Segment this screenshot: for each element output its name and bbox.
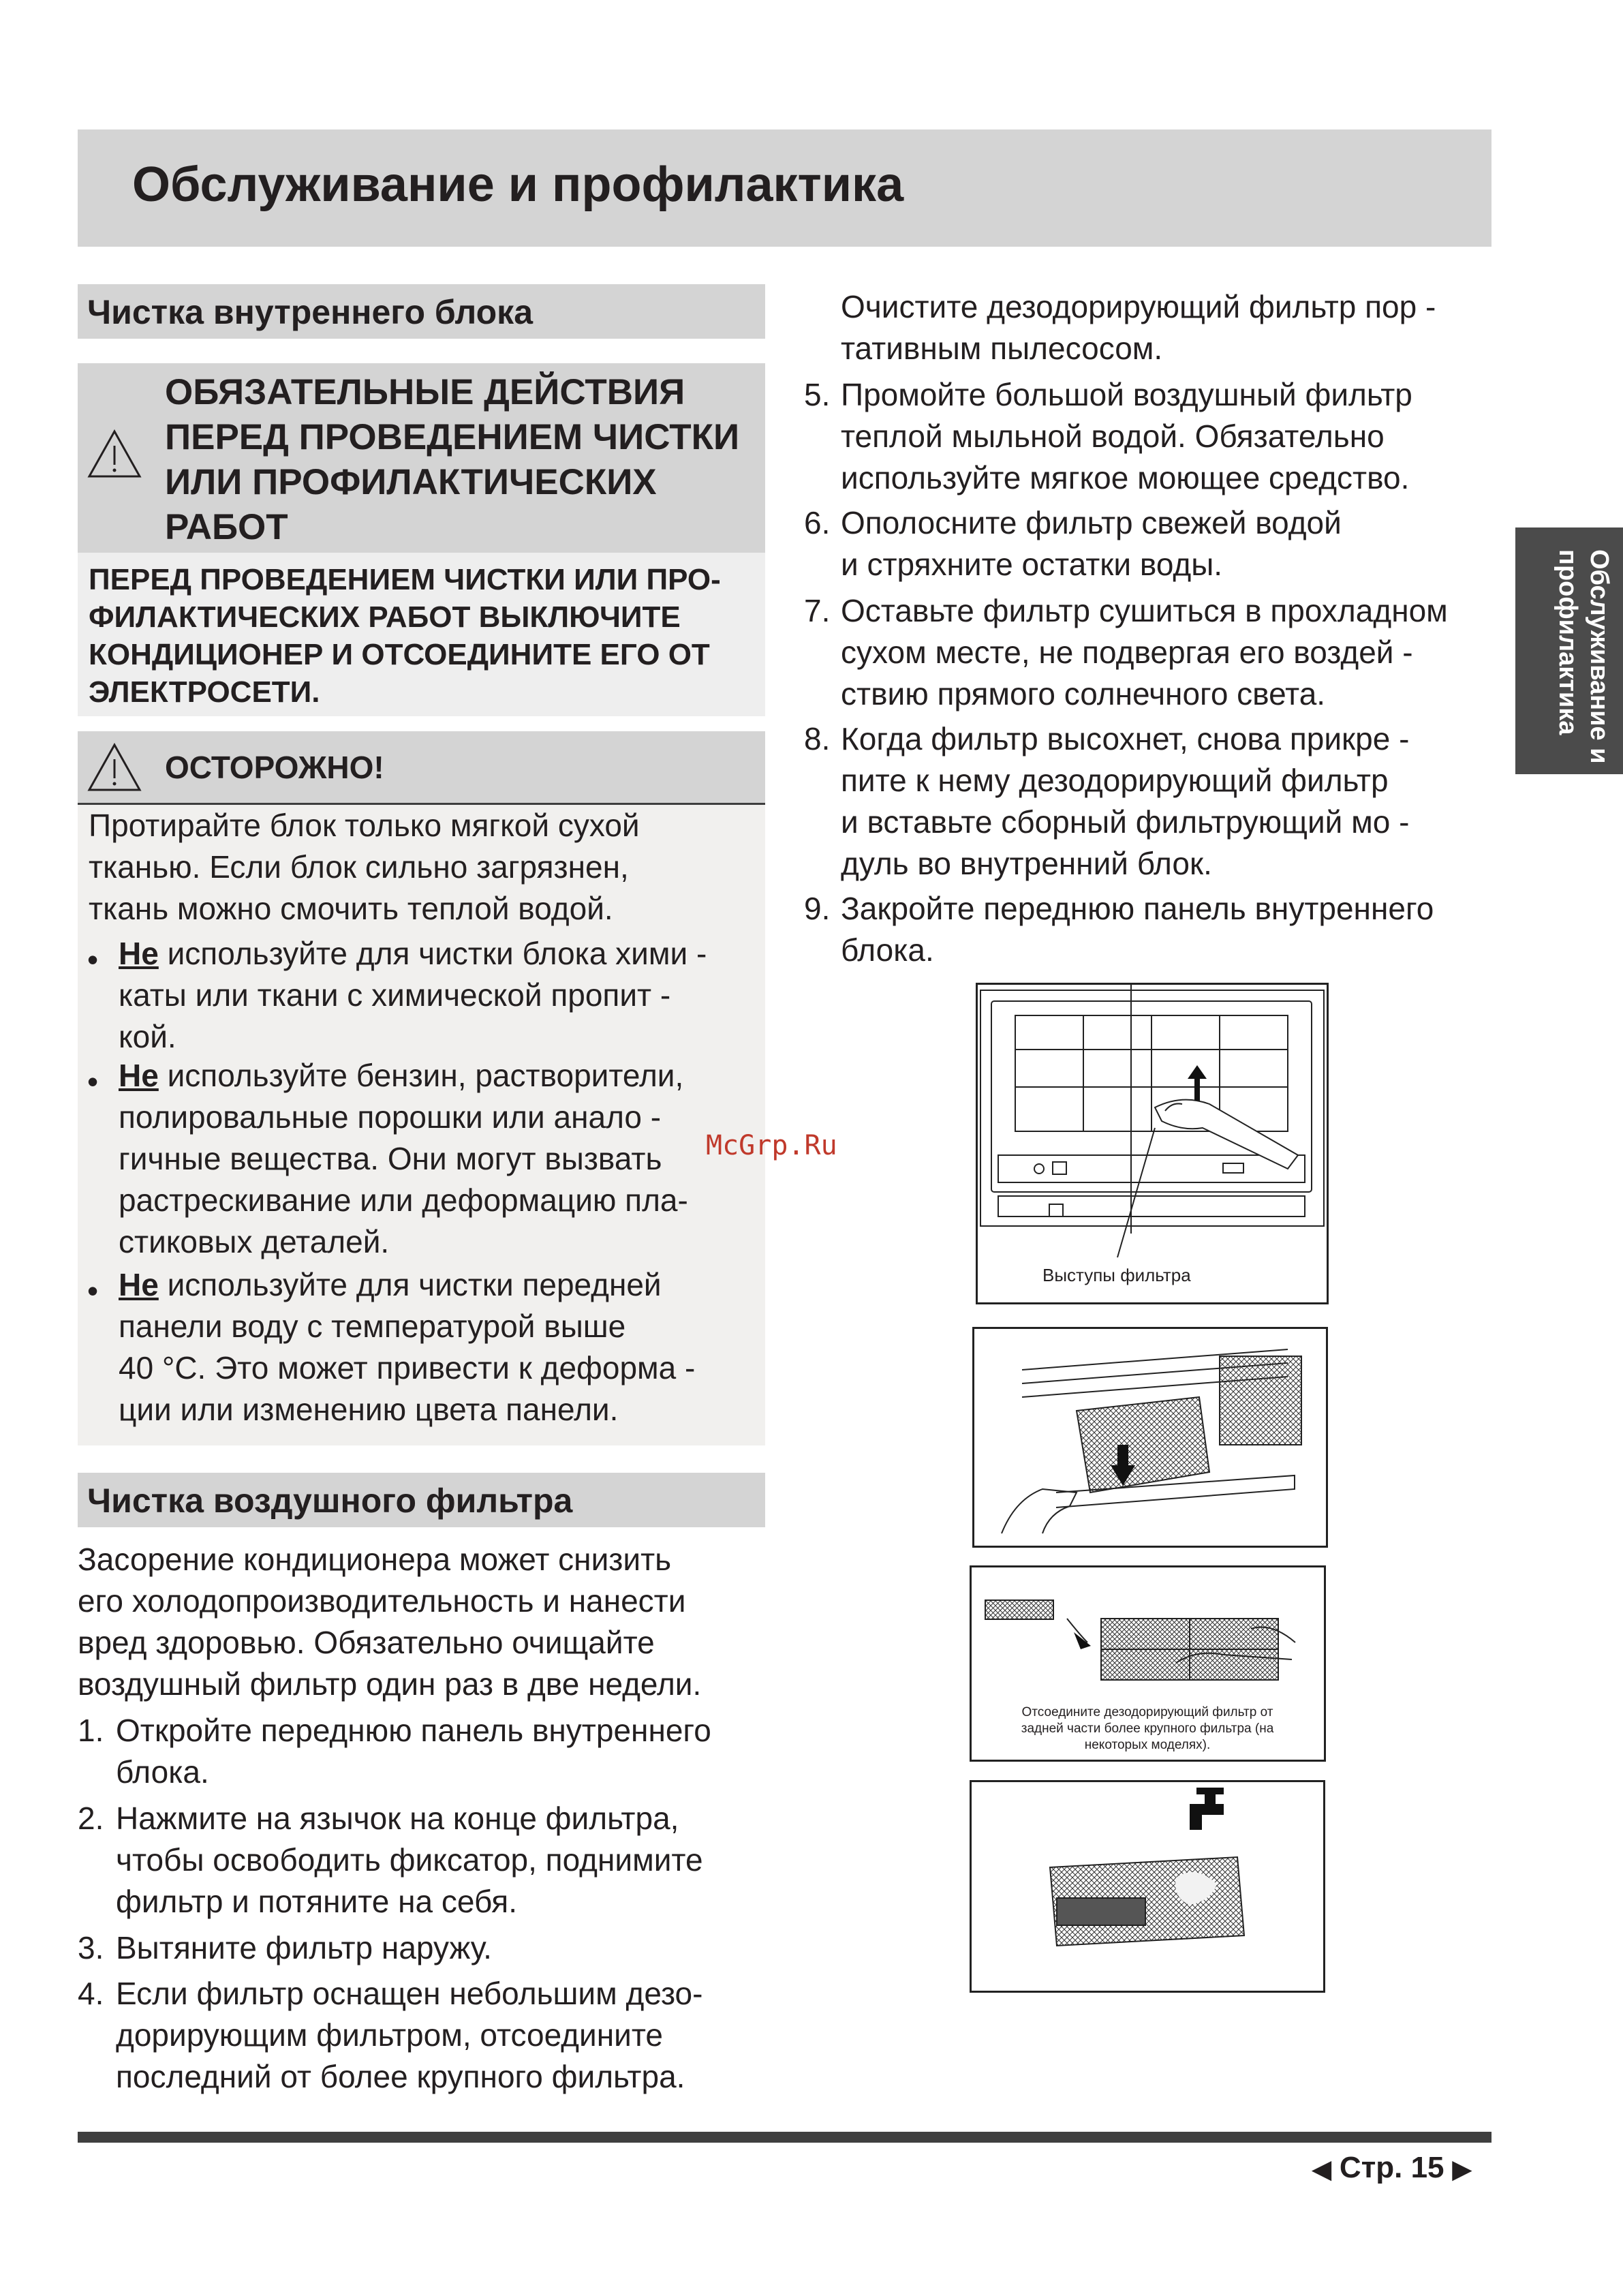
caution-intro-line: ткань можно смочить теплой водой. — [89, 891, 613, 926]
step-text: и стряхните остатки воды. — [841, 547, 1223, 582]
figure-caption: задней части более крупного фильтра (на — [1021, 1721, 1274, 1736]
bullet-marker: • — [87, 1064, 99, 1099]
step-text: Откройте переднюю панель внутреннего — [116, 1713, 711, 1748]
bullet-line: каты или ткани с химической пропит - — [119, 977, 671, 1013]
intro-line: его холодопроизводительность и нанести — [78, 1583, 686, 1619]
warning-box — [78, 363, 765, 553]
filter-washing-illustration — [972, 1782, 1323, 1991]
step-text: тативным пылесосом. — [841, 331, 1163, 366]
caution-triangle-icon — [87, 743, 142, 792]
step-text: пите к нему дезодорирующий фильтр — [841, 763, 1389, 798]
watermark: McGrp.Ru — [706, 1130, 837, 1161]
step-text: Если фильтр оснащен небольшим дезо- — [116, 1976, 703, 2011]
step-text: Когда фильтр высохнет, снова прикре - — [841, 721, 1410, 756]
step-text: чтобы освободить фиксатор, поднимите — [116, 1842, 703, 1878]
step-text: фильтр и потяните на себя. — [116, 1884, 517, 1919]
step-text: Нажмите на язычок на конце фильтра, — [116, 1801, 679, 1836]
filter-removal-illustration — [974, 1329, 1326, 1546]
intro-line: Засорение кондиционера может снизить — [78, 1542, 672, 1577]
step-text: и вставьте сборный фильтрующий мо - — [841, 804, 1410, 840]
intro-line: воздушный фильтр один раз в две недели. — [78, 1666, 702, 1702]
page-title: Обслуживание и профилактика — [132, 157, 904, 212]
figure-caption: Выступы фильтра — [1042, 1265, 1191, 1285]
bullet-item-3: Не используйте для чистки передней — [119, 1267, 662, 1302]
bullet-line: полировальные порошки или анало - — [119, 1099, 662, 1135]
step-text: Закройте переднюю панель внутреннего — [841, 891, 1434, 926]
indoor-unit-open-illustration — [978, 985, 1327, 1302]
step-text: блока. — [841, 932, 934, 968]
side-tab[interactable] — [1515, 527, 1623, 774]
bullet-line: растрескивание или деформацию пла- — [119, 1182, 688, 1218]
step-number: 2. — [78, 1801, 104, 1836]
step-text: Вытяните фильтр наружу. — [116, 1930, 492, 1965]
caution-title: ОСТОРОЖНО! — [165, 750, 384, 785]
step-number: 6. — [804, 505, 831, 540]
bullet-line: стиковых деталей. — [119, 1224, 390, 1259]
bullet-item-2: Не используйте бензин, растворители, — [119, 1058, 684, 1093]
bullet-line: 40 °C. Это может привести к деформа - — [119, 1350, 696, 1386]
bullet-line: ции или изменению цвета панели. — [119, 1392, 619, 1427]
step-text: Очистите дезодорирующий фильтр пор - — [841, 289, 1436, 324]
step-text: Оставьте фильтр сушиться в прохладном — [841, 593, 1448, 628]
step-text: используйте мягкое моющее средство. — [841, 460, 1410, 495]
figure-remove-filter — [972, 1327, 1328, 1548]
warning-title: ОБЯЗАТЕЛЬНЫЕ ДЕЙСТВИЯ ПЕРЕД ПРОВЕДЕНИЕМ ЧИСТКИ ИЛИ ПРОФИЛАКТИЧЕСКИХ РАБОТ — [165, 372, 740, 547]
bullet-line: кой. — [119, 1019, 176, 1054]
faucet-icon — [1190, 1788, 1224, 1830]
step-number: 8. — [804, 721, 831, 756]
figure-caption: некоторых моделях). — [1084, 1738, 1211, 1752]
caution-body — [78, 805, 765, 1445]
step-text: дуль во внутренний блок. — [841, 846, 1212, 881]
step-text: последний от более крупного фильтра. — [116, 2059, 685, 2094]
bullet-marker: • — [87, 942, 99, 977]
step-number: 3. — [78, 1930, 104, 1965]
bullet-marker: • — [87, 1273, 99, 1308]
figure-filter-tabs — [976, 983, 1329, 1304]
side-tab-label: Обслуживание и профилактика — [1554, 549, 1613, 764]
step-number: 9. — [804, 891, 831, 926]
step-number: 4. — [78, 1976, 104, 2011]
indoor-cleaning-heading: Чистка внутреннего блока — [78, 284, 765, 339]
figure-wash-filter — [970, 1780, 1325, 1993]
bullet-item-1: Не используйте для чистки блока хими - — [119, 936, 707, 971]
warning-body — [78, 553, 765, 716]
step-text: ствию прямого солнечного света. — [841, 676, 1326, 711]
step-text: дорирующим фильтром, отсоедините — [116, 2017, 663, 2053]
deodorizing-filter-illustration — [972, 1567, 1324, 1760]
step-text: блока. — [116, 1754, 209, 1790]
next-page-arrow-icon[interactable]: ▶ — [1452, 2155, 1472, 2183]
step-text: сухом месте, не подвергая его воздей - — [841, 634, 1413, 670]
title-bar — [78, 129, 1491, 247]
step-number: 1. — [78, 1713, 104, 1748]
bullet-line: гичные вещества. Они могут вызвать — [119, 1141, 662, 1176]
step-text: Промойте большой воздушный фильтр — [841, 377, 1412, 412]
bullet-line: панели воду с температурой выше — [119, 1308, 626, 1344]
step-number: 5. — [804, 377, 831, 412]
step-text: Ополосните фильтр свежей водой — [841, 505, 1342, 540]
page-number: Стр. 15 — [1339, 2151, 1444, 2184]
caution-intro-line: Протирайте блок только мягкой сухой — [89, 808, 640, 843]
step-text: теплой мыльной водой. Обязательно — [841, 418, 1385, 454]
step-number: 7. — [804, 593, 831, 628]
filter-cleaning-heading: Чистка воздушного фильтра — [78, 1473, 765, 1527]
footer-rule — [78, 2132, 1491, 2143]
prev-page-arrow-icon[interactable]: ◀ — [1312, 2155, 1331, 2183]
intro-line: вред здоровью. Обязательно очищайте — [78, 1625, 655, 1660]
caution-intro-line: тканью. Если блок сильно загрязнен, — [89, 849, 629, 885]
figure-detach-deodorizing-filter — [970, 1565, 1326, 1762]
caution-header — [78, 731, 765, 805]
figure-caption: Отсоедините дезодорирующий фильтр от — [1021, 1705, 1273, 1719]
warning-body-text: ПЕРЕД ПРОВЕДЕНИЕМ ЧИСТКИ ИЛИ ПРО- ФИЛАКТИЧЕСКИХ РАБОТ ВЫКЛЮЧИТЕ КОНДИЦИОНЕР И ОТСОЕДИНИТЕ ЕГО ОТ ЭЛЕКТРОСЕТИ. — [89, 563, 721, 709]
page-navigation — [1312, 2151, 1471, 2185]
warning-triangle-icon — [87, 429, 142, 478]
